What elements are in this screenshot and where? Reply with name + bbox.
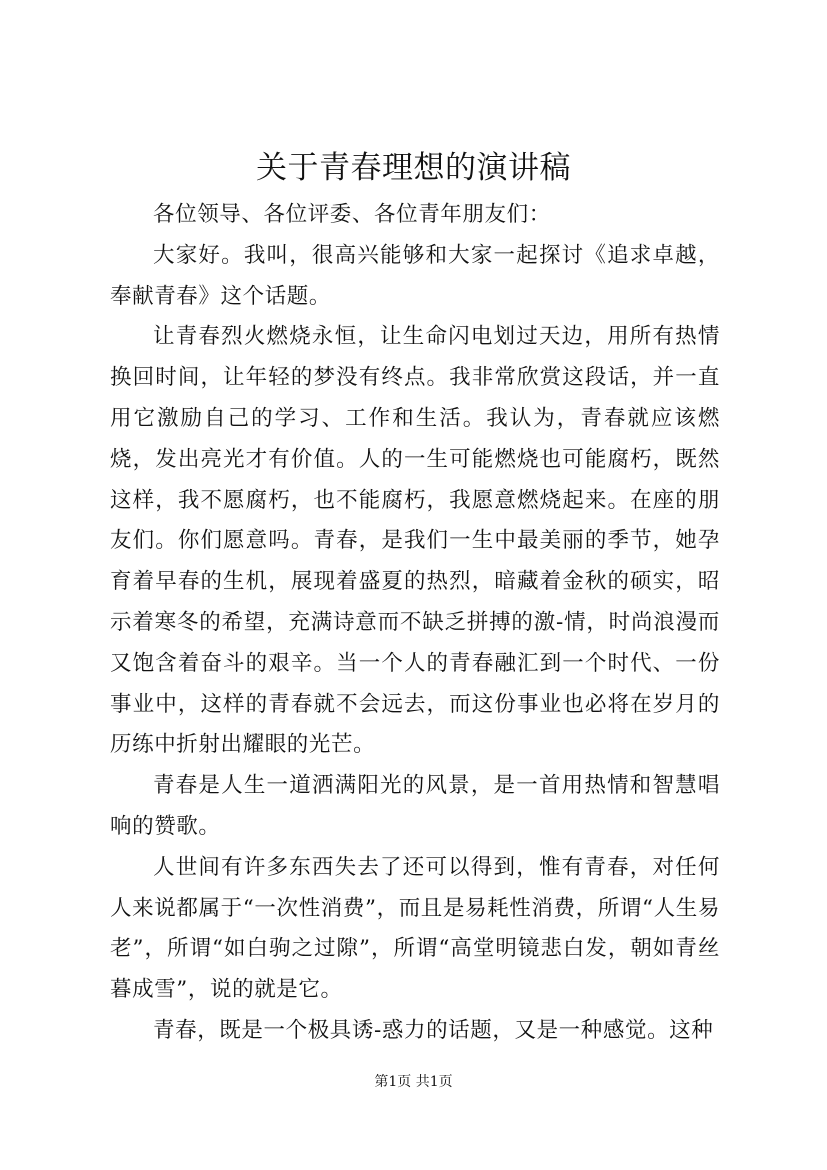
paragraph-consumption: 人世间有许多东西失去了还可以得到，惟有青春，对任何人来说都属于“一次性消费”，而且是易耗性消费，所谓“人生易老”，所谓“如白驹之过隙”，所谓“高堂明镜悲白发，朝如青丝暮成雪”，说的就是它。 <box>110 854 720 1003</box>
document-body <box>110 195 720 1052</box>
paragraph-feeling: 青春，既是一个极具诱-惑力的话题，又是一种感觉。这种 <box>153 1017 714 1043</box>
paragraph-salutation: 各位领导、各位评委、各位青年朋友们： <box>153 202 551 227</box>
document-title: 关于青春理想的演讲稿 <box>256 150 571 186</box>
page-number-footer: 第1页 共1页 <box>374 1074 453 1090</box>
paragraph-greeting: 大家好。我叫，很高兴能够和大家一起探讨《追求卓越，奉献青春》这个话题。 <box>110 242 720 309</box>
paragraph-main: 让青春烈火燃烧永恒，让生命闪电划过天边，用所有热情换回时间，让年轻的梦没有终点。我非常欣赏这段话，并一直用它激励自己的学习、工作和生活。我认为，青春就应该燃烧，发出亮光才有价值。人的一生可能燃烧也可能腐朽，既然这样，我不愿腐朽，也不能腐朽，我愿意燃烧起来。在座的朋友们。你们愿意吗。青春，是我们一生中最美丽的季节，她孕育着早春的生机，展现着盛夏的热烈，暗藏着金秋的硕实，昭示着寒冬的希望，充满诗意而不缺乏拼搏的激-情，时尚浪漫而又饱含着奋斗的艰辛。当一个人的青春融汇到一个时代、一份事业中，这样的青春就不会远去，而这份事业也必将在岁月的历练中折射出耀眼的光芒。 <box>110 324 720 758</box>
paragraph-scenery: 青春是人生一道洒满阳光的风景，是一首用热情和智慧唱响的赞歌。 <box>110 773 720 839</box>
